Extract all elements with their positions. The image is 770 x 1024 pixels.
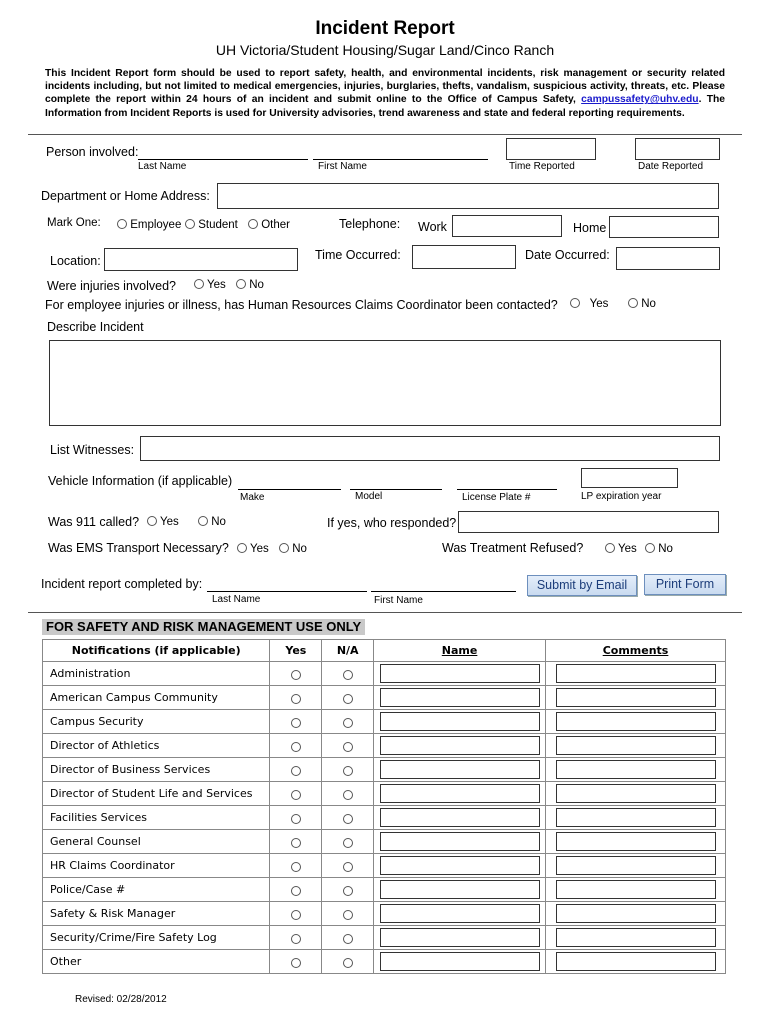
work-phone-input[interactable]	[452, 215, 562, 237]
table-row	[43, 926, 726, 950]
name-cell[interactable]	[374, 734, 546, 758]
mark-one-label: Mark One:	[47, 217, 101, 229]
date-reported-input[interactable]	[635, 138, 720, 160]
time-occurred-input[interactable]	[412, 245, 516, 269]
name-cell[interactable]	[374, 830, 546, 854]
license-plate-field[interactable]	[457, 489, 557, 490]
name-input[interactable]	[380, 928, 540, 947]
notification-label: Campus Security	[43, 710, 270, 734]
name-cell[interactable]	[374, 854, 546, 878]
ems-yes-radio[interactable]: Yes	[237, 543, 269, 555]
na-radio[interactable]	[343, 766, 353, 776]
yes-radio-cell[interactable]	[270, 662, 322, 686]
yes-radio[interactable]	[291, 910, 301, 920]
yes-radio-cell[interactable]	[270, 686, 322, 710]
radio-circle[interactable]	[628, 298, 638, 308]
table-row	[43, 902, 726, 926]
yes-radio-cell[interactable]	[270, 734, 322, 758]
last-name-caption: Last Name	[138, 161, 187, 172]
home-phone-input[interactable]	[609, 216, 719, 238]
section-title: FOR SAFETY AND RISK MANAGEMENT USE ONLY	[42, 619, 365, 635]
name-input[interactable]	[380, 904, 540, 923]
notification-label: Other	[43, 950, 270, 974]
na-radio-cell[interactable]	[322, 734, 374, 758]
yes-radio-cell[interactable]	[270, 950, 322, 974]
who-responded-label: If yes, who responded?	[327, 516, 457, 530]
name-input[interactable]	[380, 808, 540, 827]
yes-radio-cell[interactable]	[270, 758, 322, 782]
name-input[interactable]	[380, 832, 540, 851]
column-header: N/A	[322, 640, 374, 662]
yes-radio[interactable]	[291, 742, 301, 752]
first-name-field[interactable]	[313, 159, 488, 160]
table-row	[43, 806, 726, 830]
name-cell[interactable]	[374, 662, 546, 686]
na-radio-cell[interactable]	[322, 806, 374, 830]
submit-by-email-button[interactable]: Submit by Email	[527, 575, 637, 596]
radio-circle[interactable]	[279, 543, 289, 553]
radio-circle[interactable]	[570, 298, 580, 308]
lp-expiration-input[interactable]	[581, 468, 678, 488]
yes-radio[interactable]	[291, 790, 301, 800]
comments-input[interactable]	[556, 760, 716, 779]
na-radio[interactable]	[343, 862, 353, 872]
call-911-yes-radio[interactable]: Yes	[147, 516, 179, 528]
notification-label: General Counsel	[43, 830, 270, 854]
yes-radio-cell[interactable]	[270, 926, 322, 950]
injuries-yes-radio[interactable]: Yes	[194, 279, 226, 291]
hr-question: For employee injuries or illness, has Human Resources Claims Coordinator been contacted?	[45, 298, 558, 312]
ems-question: Was EMS Transport Necessary?	[48, 541, 229, 555]
name-cell[interactable]	[374, 806, 546, 830]
time-reported-input[interactable]	[506, 138, 596, 160]
na-radio[interactable]	[343, 814, 353, 824]
person-involved-label: Person involved:	[46, 145, 139, 159]
name-cell[interactable]	[374, 758, 546, 782]
comments-cell[interactable]	[546, 734, 726, 758]
notification-label: Safety & Risk Manager	[43, 902, 270, 926]
comments-cell[interactable]	[546, 710, 726, 734]
name-cell[interactable]	[374, 926, 546, 950]
notification-label: Facilities Services	[43, 806, 270, 830]
comments-input[interactable]	[556, 928, 716, 947]
comments-cell[interactable]	[546, 662, 726, 686]
radio-circle[interactable]	[605, 543, 615, 553]
radio-circle[interactable]	[185, 219, 195, 229]
table-row	[43, 710, 726, 734]
treatment-no-radio[interactable]: No	[645, 543, 673, 555]
telephone-label: Telephone:	[339, 217, 401, 231]
table-row	[43, 734, 726, 758]
comments-input[interactable]	[556, 784, 716, 803]
comments-input[interactable]	[556, 664, 716, 683]
completed-last-name-caption: Last Name	[212, 594, 261, 605]
comments-input[interactable]	[556, 904, 716, 923]
page-subtitle: UH Victoria/Student Housing/Sugar Land/Cinco Ranch	[215, 42, 555, 58]
radio-circle[interactable]	[198, 516, 208, 526]
license-plate-caption: License Plate #	[462, 492, 531, 503]
yes-radio[interactable]	[291, 814, 301, 824]
na-radio-cell[interactable]	[322, 950, 374, 974]
first-name-caption: First Name	[318, 161, 367, 172]
comments-cell[interactable]	[546, 782, 726, 806]
comments-input[interactable]	[556, 736, 716, 755]
na-radio-cell[interactable]	[322, 902, 374, 926]
yes-radio[interactable]	[291, 694, 301, 704]
call-911-question: Was 911 called?	[48, 515, 140, 529]
notification-label: Director of Student Life and Services	[43, 782, 270, 806]
time-reported-caption: Time Reported	[509, 161, 575, 172]
comments-cell[interactable]	[546, 926, 726, 950]
column-header: Comments	[546, 640, 726, 662]
na-radio-cell[interactable]	[322, 782, 374, 806]
name-cell[interactable]	[374, 878, 546, 902]
injuries-question: Were injuries involved?	[47, 279, 176, 293]
table-row	[43, 950, 726, 974]
name-input[interactable]	[380, 952, 540, 971]
table-row	[43, 782, 726, 806]
comments-input[interactable]	[556, 808, 716, 827]
na-radio-cell[interactable]	[322, 662, 374, 686]
lp-expiration-caption: LP expiration year	[581, 491, 662, 502]
na-radio-cell[interactable]	[322, 878, 374, 902]
call-911-no-radio[interactable]: No	[198, 516, 226, 528]
notification-label: Administration	[43, 662, 270, 686]
table-row	[43, 686, 726, 710]
yes-radio-cell[interactable]	[270, 806, 322, 830]
na-radio[interactable]	[343, 742, 353, 752]
name-input[interactable]	[380, 736, 540, 755]
print-form-button[interactable]: Print Form	[644, 574, 726, 595]
hr-no-radio[interactable]: No	[628, 298, 656, 310]
comments-input[interactable]	[556, 688, 716, 707]
column-header: Notifications (if applicable)	[43, 640, 270, 662]
name-cell[interactable]	[374, 950, 546, 974]
name-input[interactable]	[380, 856, 540, 875]
last-name-field[interactable]	[138, 159, 308, 160]
na-radio-cell[interactable]	[322, 758, 374, 782]
date-occurred-input[interactable]	[616, 247, 720, 270]
column-header: Yes	[270, 640, 322, 662]
na-radio[interactable]	[343, 934, 353, 944]
completed-last-name-field[interactable]	[207, 591, 367, 592]
ems-no-radio[interactable]: No	[279, 543, 307, 555]
injuries-no-radio[interactable]: No	[236, 279, 264, 291]
completed-first-name-field[interactable]	[371, 591, 516, 592]
describe-label: Describe Incident	[47, 320, 144, 334]
completed-by-label: Incident report completed by:	[41, 577, 203, 591]
completed-first-name-caption: First Name	[374, 595, 423, 606]
yes-radio-cell[interactable]	[270, 854, 322, 878]
vehicle-label: Vehicle Information (if applicable)	[48, 474, 233, 488]
radio-circle[interactable]	[645, 543, 655, 553]
notification-label: Director of Athletics	[43, 734, 270, 758]
yes-radio[interactable]	[291, 886, 301, 896]
radio-circle[interactable]	[117, 219, 127, 229]
radio-circle[interactable]	[248, 219, 258, 229]
notification-label: American Campus Community	[43, 686, 270, 710]
comments-input[interactable]	[556, 832, 716, 851]
comments-cell[interactable]	[546, 950, 726, 974]
revised-date: Revised: 02/28/2012	[75, 994, 167, 1005]
comments-input[interactable]	[556, 880, 716, 899]
radio-student[interactable]: Student	[185, 219, 238, 231]
comments-cell[interactable]	[546, 806, 726, 830]
yes-radio-cell[interactable]	[270, 830, 322, 854]
witnesses-label: List Witnesses:	[50, 443, 135, 457]
comments-cell[interactable]	[546, 878, 726, 902]
name-input[interactable]	[380, 880, 540, 899]
comments-input[interactable]	[556, 712, 716, 731]
divider	[28, 134, 742, 135]
name-cell[interactable]	[374, 902, 546, 926]
comments-cell[interactable]	[546, 758, 726, 782]
department-address-input[interactable]	[217, 183, 719, 209]
work-label: Work	[418, 220, 447, 234]
notification-label: Security/Crime/Fire Safety Log	[43, 926, 270, 950]
yes-radio[interactable]	[291, 766, 301, 776]
location-input[interactable]	[104, 248, 298, 271]
yes-radio-cell[interactable]	[270, 710, 322, 734]
intro-paragraph: This Incident Report form should be used to report safety, health, and environmental incidents, risk management or security related incidents including, but not limited to medical emergencies, injuries, burglaries, thefts, vandalism, suspicious activity, threats, etc. Please complete the report within 24 hours of an incident and submit online to the Office of Campus Safety, campussafety@uhv.edu. The Information from Incident Reports is used for University advisories, trend awareness and state and federal reporting requirements.	[45, 68, 726, 119]
vehicle-make-field[interactable]	[238, 489, 341, 490]
na-radio-cell[interactable]	[322, 854, 374, 878]
yes-radio[interactable]	[291, 934, 301, 944]
na-radio[interactable]	[343, 694, 353, 704]
yes-radio[interactable]	[291, 718, 301, 728]
table-row	[43, 758, 726, 782]
radio-circle[interactable]	[147, 516, 157, 526]
name-cell[interactable]	[374, 686, 546, 710]
na-radio-cell[interactable]	[322, 710, 374, 734]
make-caption: Make	[240, 492, 265, 503]
email-link[interactable]: campussafety@uhv.edu	[581, 94, 699, 106]
name-cell[interactable]	[374, 710, 546, 734]
name-input[interactable]	[380, 760, 540, 779]
location-label: Location:	[50, 254, 101, 268]
na-radio[interactable]	[343, 886, 353, 896]
who-responded-input[interactable]	[458, 511, 719, 533]
yes-radio-cell[interactable]	[270, 782, 322, 806]
hr-yes-radio[interactable]: Yes	[570, 298, 608, 310]
name-input[interactable]	[380, 784, 540, 803]
na-radio[interactable]	[343, 958, 353, 968]
comments-cell[interactable]	[546, 902, 726, 926]
name-cell[interactable]	[374, 782, 546, 806]
home-label: Home	[573, 221, 607, 235]
na-radio[interactable]	[343, 910, 353, 920]
page-title: Incident Report	[315, 18, 455, 39]
department-address-label: Department or Home Address:	[41, 189, 210, 203]
column-header: Name	[374, 640, 546, 662]
radio-circle[interactable]	[236, 279, 246, 289]
na-radio[interactable]	[343, 670, 353, 680]
yes-radio[interactable]	[291, 958, 301, 968]
radio-other[interactable]: Other	[248, 219, 290, 231]
na-radio[interactable]	[343, 838, 353, 848]
yes-radio[interactable]	[291, 862, 301, 872]
table-row	[43, 854, 726, 878]
divider	[28, 612, 742, 613]
radio-employee[interactable]: Employee	[117, 219, 181, 231]
comments-cell[interactable]	[546, 854, 726, 878]
notification-label: Police/Case #	[43, 878, 270, 902]
table-row	[43, 830, 726, 854]
na-radio-cell[interactable]	[322, 686, 374, 710]
notification-label: HR Claims Coordinator	[43, 854, 270, 878]
table-row	[43, 662, 726, 686]
treatment-yes-radio[interactable]: Yes	[605, 543, 637, 555]
notification-label: Director of Business Services	[43, 758, 270, 782]
yes-radio-cell[interactable]	[270, 878, 322, 902]
comments-input[interactable]	[556, 856, 716, 875]
table-row	[43, 878, 726, 902]
model-caption: Model	[355, 491, 383, 502]
radio-circle[interactable]	[237, 543, 247, 553]
witnesses-input[interactable]	[140, 436, 720, 461]
yes-radio-cell[interactable]	[270, 902, 322, 926]
treatment-refused-question: Was Treatment Refused?	[442, 541, 584, 555]
radio-circle[interactable]	[194, 279, 204, 289]
na-radio[interactable]	[343, 790, 353, 800]
name-input[interactable]	[380, 712, 540, 731]
na-radio-cell[interactable]	[322, 926, 374, 950]
yes-radio[interactable]	[291, 838, 301, 848]
name-input[interactable]	[380, 664, 540, 683]
vehicle-model-field[interactable]	[350, 489, 442, 490]
yes-radio[interactable]	[291, 670, 301, 680]
comments-cell[interactable]	[546, 830, 726, 854]
date-reported-caption: Date Reported	[638, 161, 704, 172]
na-radio-cell[interactable]	[322, 830, 374, 854]
describe-incident-textarea[interactable]	[49, 340, 721, 426]
date-occurred-label: Date Occurred:	[525, 248, 610, 262]
table-header-row	[43, 640, 726, 662]
comments-input[interactable]	[556, 952, 716, 971]
comments-cell[interactable]	[546, 686, 726, 710]
na-radio[interactable]	[343, 718, 353, 728]
name-input[interactable]	[380, 688, 540, 707]
time-occurred-label: Time Occurred:	[315, 248, 401, 262]
notifications-table	[42, 639, 726, 974]
